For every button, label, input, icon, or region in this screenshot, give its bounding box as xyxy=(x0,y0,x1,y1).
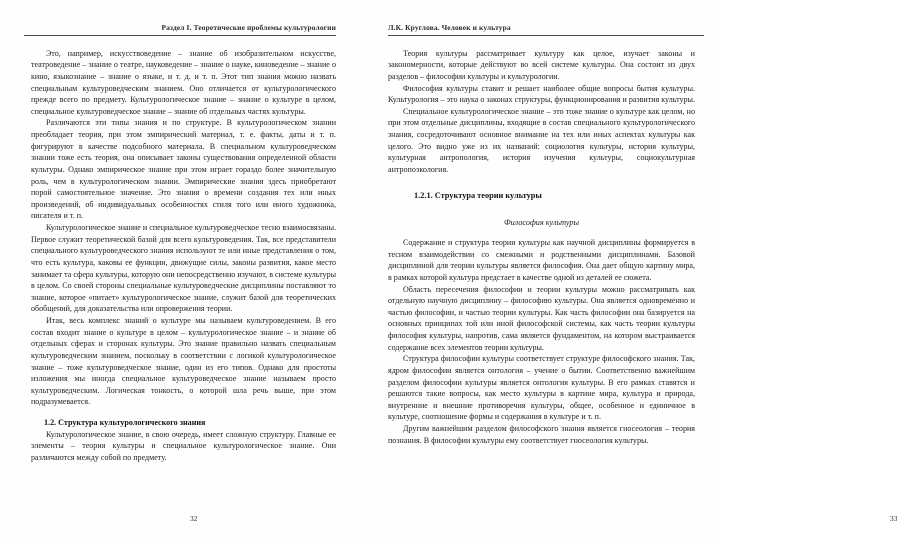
paragraph: Другим важнейшим разделом философского знания является гносеология – теория познания. В философии культуры ему соответствует гносеология культуры. xyxy=(388,424,695,445)
paragraph: Культурологическое знание и специальное культуроведческое тесно взаимосвязаны. Первое служит теоретической базой для всего культуроведения. Так, все представители специального культуроведческого знания используют те или иные представления о том, что есть культура, каковы ее функции, движущие силы, законы развития, какое место занимает та сфера культуры, которую они непосредственно изучают, в системе культуры в целом. Со своей стороны специальные культуроведческие дисциплины поставляют то знание, которое «питает» культурологическое знание, служит базой для теоретических обобщений, для доказательства или опровержения теории. xyxy=(31,223,336,314)
page-left xyxy=(0,0,360,540)
paragraph: Это, например, искусствоведение – знание об изобразительном искусстве, театроведение – знание о театре, науковедение – знание о науке, киноведение – знание о кино, языкознание – знание о языке, и т. д. и т. п. Этот тип знания можно назвать специальным культуроведческим знанием. Оно отличается от культурологического прежде всего по предмету. Культурологическое знание – знание о культуре в целом, специальное культуроведческое знание – знание об отдельных частях культуры. xyxy=(31,48,336,116)
page-number-left: 32 xyxy=(190,514,198,523)
paragraph: Область пересечения философии и теории культуры можно рассматривать как отдельную научную дисциплину – философию культуры. Она является одновременно и частью философии, и частью теории культуры. Как часть философии она базируется на основных принципах той или иной философской системы, как часть теории культуры философия культуры, напротив, сама является фундаментом, на котором выстраивается содержание всех элементов теории культуры. xyxy=(388,284,695,352)
paragraph: Итак, весь комплекс знаний о культуре мы называем культуроведением. В его состав входит знание о культуре в целом – культурологическое знание – и знание об отдельных сферах и сторонах культуры. Это знание правильно назвать специальным культуроведческим знанием, поскольку в соответствии с логикой культурологическое знание – тоже культуроведческое знание, один из его типов. Однако для простоты изложения мы иногда специальное культуроведческое знание называем просто культуроведческим. Логическая тонкость, о которой шла речь выше, при этом подразумевается. xyxy=(31,316,336,407)
italic-heading: Философия культуры xyxy=(503,218,580,228)
paragraph: Структура философии культуры соответствует структуре философского знания. Так, ядром философии является онтология – учение о бытии. Соответственно важнейшим разделом философии культуры является онтология культуры. В его рамках ставятся и решаются такие вопросы, как место культуры в картине мира, культура и природа, внутренние и внешние противоречия культуры, общее, особенное и единичное в культуре, соотношение формы и содержания в культуре и т. п. xyxy=(388,354,695,422)
header-rule-right xyxy=(388,35,704,36)
paragraph: Специальное культурологическое знание – это тоже знание о культуре как целом, но при этом отдельные дисциплины, входящие в состав специального культурологического знания, сосредоточивают основное внимание на тех или иных аспектах культуры как целого. Это видно уже из их названий: социология культуры, история культуры, культурная антропология, история изучения культуры, социокультурная антропоэкология. xyxy=(388,106,695,174)
paragraph: Различаются эти типы знания и по структуре. В культурологическом знании преобладает теория, при этом эмпирический материал, т. е. факты, даты и т. п. фигурируют в качестве подсобного материала. В специальном культуроведческом знании тоже есть теория, она описывает законы существования определенной области культуры. Однако эмпирическое знание при этом играет гораздо более значительную роль, чем в культурологическом знании. Эмпирические знания здесь приобретают порой самостоятельное значение. Это знания о времени создания тех или иных произведений, об индивидуальных особенностях стиля того или иного художника, писателя и т. п. xyxy=(31,118,336,221)
section-heading: 1.2. Структура культурологического знания xyxy=(44,418,206,428)
header-rule-left xyxy=(24,35,336,36)
paragraph: Содержание и структура теории культуры как научной дисциплины формируется в тесном взаимодействии со смежными и родственными дисциплинами. Базовой дисциплиной для теории культуры является философия. Она дает общую картину мира, в рамках которой культура предстает в качестве одной из деталей ее сюжета. xyxy=(388,238,695,282)
page-number-right: 33 xyxy=(890,514,897,523)
paragraph: Теория культуры рассматривает культуру как целое, изучает законы и закономерности, которые действуют во всей системе культуры. Она состоит из двух разделов – философии культуры и культурологии. xyxy=(388,48,695,81)
running-head-right: Л.К. Круглова. Человек и культура xyxy=(388,23,511,32)
subsection-heading: 1.2.1. Структура теории культуры xyxy=(414,190,542,200)
page-right xyxy=(360,0,897,540)
paragraph: Культурологическое знание, в свою очередь, имеет сложную структуру. Главные ее элементы – теория культуры и специальное культурологическое знание. Они различаются между собой по предмету. xyxy=(31,429,336,462)
paragraph: Философия культуры ставит и решает наиболее общие вопросы бытия культуры. Культурология – это наука о законах структуры, функционирования и развития культуры. xyxy=(388,83,695,105)
running-head-left: Раздел I. Теоретические проблемы культурологии xyxy=(161,23,336,32)
